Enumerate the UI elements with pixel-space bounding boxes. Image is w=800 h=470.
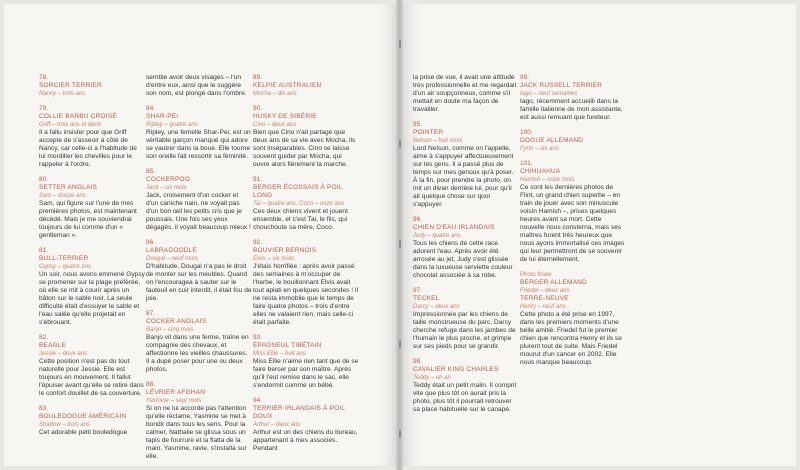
breed-title: COCKERPOO [146, 176, 191, 183]
breed-title: LÉVRIER AFGHAN [146, 389, 206, 396]
entry-text: J'étais horrifiée : après avoir passé des semaines à m'occuper de l'herbe, le bouillonnant Elvis avait tout aplati en quelques secondes ! Il ne resta immobile que le temps de faire quatre photos – trois d'entre elles ne valaient rien, mais celle-ci était parfaite. [253, 263, 359, 326]
catalog-entry [39, 247, 145, 327]
dog-name-age: Dougal – neuf mois [146, 256, 198, 262]
entry-number: 87. [146, 310, 156, 317]
entry-number: 95. [413, 121, 423, 128]
entry-text: Impressionnée par les chiens de taille monstrueuse du parc, Darcy cherche refuge dans les jambes de l'humain le plus proche, et grimpe sur ses pieds pour se grandir. [413, 311, 516, 350]
catalog-entry [146, 105, 252, 161]
catalog-entry [146, 381, 252, 461]
dog-name-age: Teddy – un an [413, 375, 451, 381]
binding-stitch [399, 40, 401, 48]
breed-title: TECKEL [413, 295, 440, 302]
entry-number: 97. [413, 287, 423, 294]
entry-number: 89. [253, 74, 263, 81]
entry-text: Lord Nelson, comme on l'appelle, aime à s'appuyer affectueusement sur les gens. Il a passé plus de temps sur mes genoux qu'à poser. À la fin, pour prendre la photo, on mit un divan derrière lui, pour qu'il ait quelque chose sur quoi s'appuyer. [413, 145, 514, 208]
entry-number: 91. [253, 176, 263, 183]
entry-label: Photo finale [520, 272, 552, 278]
catalog-entry [39, 176, 145, 240]
breed-title: CHIHUAHUA [520, 168, 561, 175]
catalog-entry [39, 405, 145, 437]
breed-title: ÉPAGNEUL TIBÉTAIN [253, 342, 322, 349]
catalog-entry [39, 334, 145, 398]
catalog-entry [253, 105, 359, 169]
catalog-entry [520, 160, 626, 264]
dog-name-age: Hamish – onze mois [520, 177, 575, 183]
catalog-entry [253, 239, 359, 327]
right-column-2 [520, 74, 626, 374]
breed-title: TERRIER IRLANDAIS À POIL DOUX [253, 405, 345, 420]
entry-number: 90. [253, 105, 263, 112]
breed-title: BERGER ALLEMAND [520, 279, 587, 286]
breed-title: SETTER ANGLAIS [39, 184, 98, 191]
catalog-entry [253, 74, 359, 98]
dog-name-age: Jack – six mois [146, 185, 187, 191]
dog-name-age: Griff – trois ans et demi [39, 122, 102, 128]
entry-number: 80. [39, 176, 49, 183]
dog-name-age: Arthur – deux ans [253, 422, 301, 428]
entry-text: Si on ne lui accorde pas l'attention qu'elle réclame, Yasmine se met à bondir dans tous les sens. Pour la calmer, Nathalie se glissa sous un tapis de fourrure et la flatta de la main. Yasmine, ravie, s'installa sur elle. [146, 405, 247, 460]
continued-paragraph [413, 74, 519, 114]
entry-number: 92. [253, 239, 263, 246]
catalog-entry [520, 129, 626, 153]
entry-number: 88. [146, 381, 156, 388]
dog-name-age: Judy – quatre ans [413, 233, 461, 239]
breed-title: COCKER ANGLAIS [146, 318, 207, 325]
breed-title: HUSKY DE SIBÉRIE [253, 113, 317, 120]
right-page [403, 4, 796, 466]
catalog-entry [413, 216, 519, 280]
entry-text: semble avoir deux visages – l'un d'entre eux, ainsi que le suggère son nom, est plongé dans l'ombre. [146, 74, 247, 97]
breed-title: BEAGLE [39, 342, 67, 349]
catalog-entry [39, 105, 145, 169]
entry-text: D'habitude, Dougal n'a pas le droit de monter sur les meubles. Quand on l'encouragea à sauter sur le fauteuil en cuir interdit, il était fou de joie. [146, 263, 252, 302]
entry-text: Ce sont les dernières photos de Flint, un grand chien superbe – en train de jouer avec son minuscule voisin Hamish –, prises quelques heures avant sa mort. Cette nouvelle nous consterna, mais ses maîtres furent très heureux que nous ayons immortalisé ces images qui leur permettront de se souvenir de lui éternellement. [520, 184, 625, 263]
dog-name-age: Nelson – huit mois [413, 138, 463, 144]
entry-number: 94. [253, 397, 263, 404]
entry-text: Ces deux chiens vivent et jouent ensemble, et c'est Tai, le fils, qui chouchoute sa mère, Coco. [253, 208, 348, 231]
breed-title: BOULEDOGUE AMÉRICAIN [39, 413, 127, 420]
entry-number: 99. [520, 74, 530, 81]
dog-name-age: Sam – douze ans [39, 193, 86, 199]
entry-number: 84. [146, 105, 156, 112]
entry-number: 101. [520, 160, 533, 167]
dog-name-age: Gypsy – quatre ans [39, 264, 92, 270]
catalog-entry [520, 74, 626, 122]
dog-name-age: Fynn – six ans [520, 146, 559, 152]
dog-name-age: Elvis – six mois [253, 256, 295, 262]
dog-name-age: Banjo – cinq mois [146, 327, 194, 333]
breed-title: LABRADOODLE [146, 247, 197, 254]
entry-number: 85. [146, 168, 156, 175]
binding-stitch [399, 240, 401, 248]
breed-title: SORCIER TERRIER [39, 82, 102, 89]
right-column-1 [413, 74, 519, 421]
catalog-entry [413, 358, 519, 414]
entry-number: 100. [520, 129, 533, 136]
breed-title: POINTER [413, 129, 444, 136]
dog-name-age: Mocha – dix ans [253, 91, 297, 97]
left-page [4, 4, 396, 466]
dog-name-age: Iago – neuf semaines [520, 91, 578, 97]
dog-name-age: Friedel – deux ans [520, 288, 570, 294]
catalog-entry [146, 239, 252, 303]
entry-text: la prise de vue, il avait une attitude très professionnelle et me regardait d'un air soupçonneux, comme s'il mettait en doute ma façon de travailler. [413, 74, 517, 113]
breed-title: CAVALIER KING CHARLES [413, 366, 499, 373]
dog-name-age: Darcy – deux ans [413, 304, 460, 310]
entry-text: Arthur est un des chiens du bureau, appartenant à mes associés. Pendant [253, 429, 358, 452]
breed-title: DOGUE ALLEMAND [520, 137, 584, 144]
continued-paragraph [146, 74, 252, 98]
left-column-3 [253, 74, 359, 460]
entry-number: 83. [39, 405, 49, 412]
dog-name-age: Shadow – trois ans [39, 422, 91, 428]
entry-text: Sam, qui figure sur l'une de mes premières photos, est maintenant décédé. Mais je me souviendrai toujours de lui comme d'un « gentleman ». [39, 200, 137, 239]
entry-number: 79. [39, 105, 49, 112]
dog-name-age: Nancy – trois ans [39, 91, 86, 97]
entry-text: Bien que Cino n'ait partagé que deux ans de sa vie avec Mocha, ils sont inséparables. Cino se laisse souvent guider par Mocha, qui ouvre alors fièrement la marche. [253, 129, 356, 168]
breed-title: COLLIE BARBU CROISÉ [39, 113, 117, 120]
entry-number: 93. [253, 334, 263, 341]
entry-number: 82. [39, 334, 49, 341]
catalog-entry [253, 176, 359, 232]
binding-stitch [399, 340, 401, 348]
entry-text: Teddy était un petit malin. Il comprit vite que plus tôt on aurait pris la photo, plus tôt il pourrait retrouver sa place habituelle sur le canapé. [413, 382, 517, 413]
catalog-entry [146, 168, 252, 232]
dog-name-age: Tai – quatre ans, Coco – onze ans [253, 201, 345, 207]
breed-title: SHAR-PEI [146, 113, 179, 120]
breed-title: CHIEN D'EAU IRLANDAIS [413, 224, 495, 231]
entry-text: Tous les chiens de cette race adorent l'eau. Après avoir été arrosée au jet, Judy s'est glissée dans la luxueuse serviette couleur chocolat associée à sa robe. [413, 240, 513, 279]
breed-title: BULL-TERRIER [39, 255, 89, 262]
entry-number: 86. [146, 239, 156, 246]
entry-text: Il a fallu insister pour que Griff accepte de s'asseoir à côté de Nancy, car celle-ci a l'habitude de lui mordiller les chevilles pour le rappeler à l'ordre. [39, 129, 137, 168]
breed-title: KELPIE AUSTRALIEN [253, 82, 322, 89]
entry-text: Un soir, nous avons emmené Gypsy se promener sur la plage préférée, où elle se mit à courir après un bâton sur le sable noir. La seule difficulté était d'essuyer le sable et l'eau salée qu'elle projetait en s'ébrouant. [39, 271, 145, 326]
entry-number: 96. [413, 216, 423, 223]
entry-text: Cet adorable petit bouledogue [39, 429, 128, 436]
entry-number: 78. [39, 74, 49, 81]
catalog-entry [413, 287, 519, 351]
entry-text: Iago, récemment accueilli dans la famille italienne de mon assistante, est aussi remuant que fureteur. [520, 98, 623, 121]
breed-title: BOUVIER BERNOIS [253, 247, 317, 254]
dog-name-age: Yasmine – sept mois [146, 398, 202, 404]
entry-number: 81. [39, 247, 49, 254]
catalog-entry [146, 310, 252, 374]
entry-text: Cette photo a été prise en 1997, dans les premiers moments d'une belle amitié. Friedel fut le premier chien que rencontra Henry et ils se plurent tout de suite. Mais Friedel mourut d'un cancer en 2002. Elle nous manque beaucoup. [520, 311, 622, 366]
catalog-entry [253, 334, 359, 390]
dog-name-age: Jessie – deux ans [39, 351, 88, 357]
binding-stitch [399, 430, 401, 438]
book-gutter [396, 0, 403, 470]
entry-text: Cette position n'est pas du tout naturelle pour Jessie. Elle est toujours en mouvement. Il fallut l'épuiser avant qu'elle se retire dans le confort douillet de sa couverture. [39, 358, 144, 397]
binding-stitch [399, 140, 401, 148]
catalog-entry [413, 121, 519, 209]
breed-title: BERGER ÉCOSSAIS À POIL LONG [253, 184, 343, 199]
entry-number: 98. [413, 358, 423, 365]
dog-name-age: Henry – neuf ans [520, 304, 566, 310]
dog-name-age: Ripley – quatre ans [146, 122, 198, 128]
breed-title: TERRE-NEUVE [520, 295, 569, 302]
entry-text: Ripley, une femelle Shar-Pei, est un véritable garçon manqué qui adore se vautrer dans la boue. Elle tourne son oreille fait ressortir sa féminité. [146, 129, 251, 160]
dog-name-age: Miss Ellie – huit ans [253, 351, 307, 357]
catalog-entry [39, 74, 145, 98]
left-column-2 [146, 74, 252, 468]
entry-text: Jack, croisement d'un cocker et d'un caniche nain, ne voyait pas d'un bon œil les petits cris que je poussais. Une fois ses yeux dégagés, il voyait beaucoup mieux ! [146, 192, 251, 231]
breed-title: JACK RUSSELL TERRIER [520, 82, 603, 89]
left-column-1 [39, 74, 145, 444]
catalog-entry [520, 271, 626, 367]
entry-text: Miss Ellie n'aime rien tant que de se faire bercer par son maître. Après qu'il l'eut remise dans le sac, elle s'endormit comme un bébé. [253, 358, 359, 389]
dog-name-age: Cino – deux ans [253, 122, 297, 128]
catalog-entry [253, 397, 359, 453]
entry-text: Banjo vit dans une ferme, traîne en compagnie des chevaux, et affectionne les vieilles chaussures. Il a dupé poser pour une ou deux photos. [146, 334, 249, 373]
